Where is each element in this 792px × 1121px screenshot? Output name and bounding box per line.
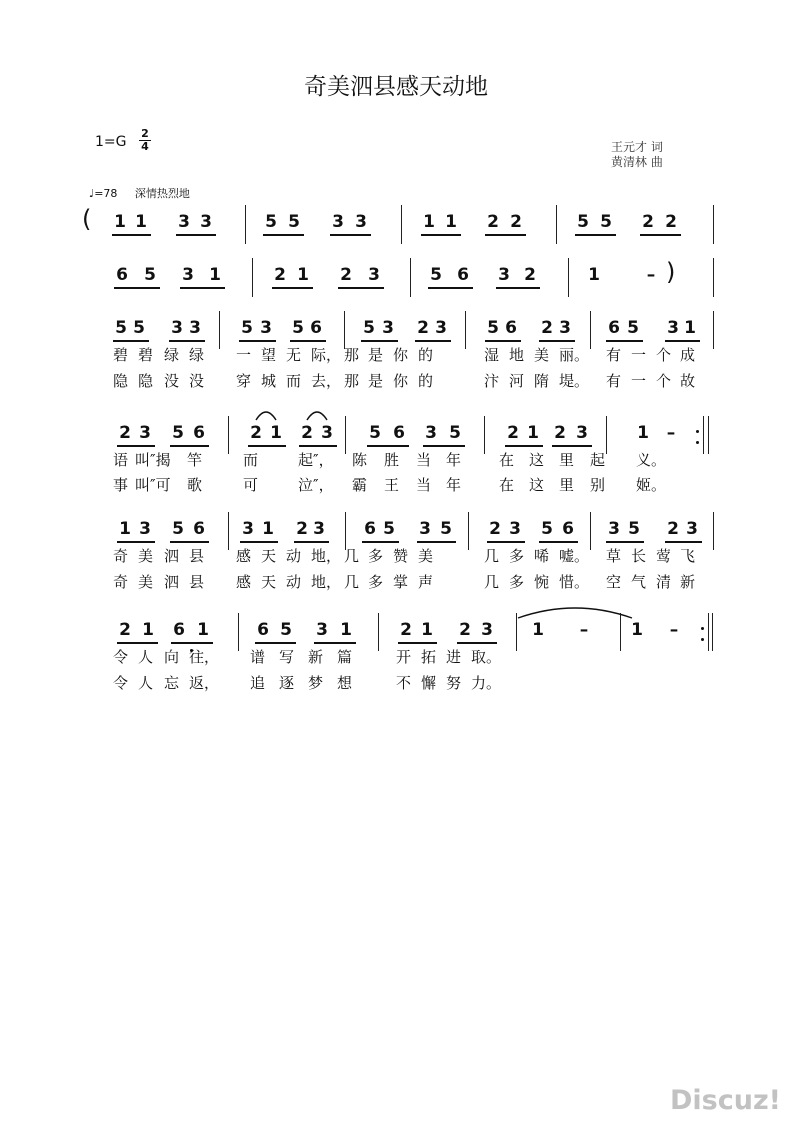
note: 1 — [297, 265, 309, 285]
note: 3 — [316, 620, 328, 640]
note: 2 — [667, 519, 679, 539]
note: 3 — [171, 318, 183, 338]
lyric-verse-1: 向 — [164, 648, 180, 666]
lyric-verse-1: 际， — [311, 346, 342, 364]
note: 1 — [421, 620, 433, 640]
lyric-verse-2: 多 — [509, 573, 525, 591]
note: 5 — [144, 265, 156, 285]
note: 5 — [430, 265, 442, 285]
note: 6 — [173, 620, 185, 640]
lyric-verse-1: 谱 — [250, 648, 266, 666]
lyric-verse-1: 拓 — [421, 648, 437, 666]
slur-mark — [307, 412, 327, 420]
lyric-verse-2: 隋 — [534, 372, 550, 390]
note: 5 — [628, 519, 640, 539]
lyric-verse-2: 没 — [189, 372, 205, 390]
lyric-verse-2: 天 — [261, 573, 277, 591]
note: 1 — [588, 265, 600, 285]
lyric-verse-1: 当 — [416, 451, 432, 469]
lyric-verse-2: 王 — [384, 476, 400, 494]
lyric-verse-1: 泗 — [164, 547, 180, 565]
lyric-verse-2: 事 — [113, 476, 129, 494]
note: 3 — [559, 318, 571, 338]
lyric-verse-2: 当 — [416, 476, 432, 494]
lyric-verse-1: 往， — [189, 648, 220, 666]
lyric-verse-2: 隐 — [113, 372, 129, 390]
lyric-verse-1: 新 — [308, 648, 324, 666]
note: 5 — [280, 620, 292, 640]
lyric-verse-2: 几 — [484, 573, 500, 591]
note: 1 — [209, 265, 221, 285]
lyric-verse-2: 年 — [446, 476, 462, 494]
lyric-verse-2: 堤。 — [559, 372, 590, 390]
lyric-verse-2: 梦 — [308, 674, 324, 692]
note: 6 — [193, 423, 205, 443]
lyric-verse-2: 努 — [446, 674, 462, 692]
note: 2 — [417, 318, 429, 338]
lyric-verse-1: 感 — [236, 547, 252, 565]
note: 2 — [459, 620, 471, 640]
note: 1 — [532, 620, 544, 640]
lyric-verse-1: 叫″揭 — [135, 451, 171, 469]
lyric-verse-1: 碧 — [113, 346, 129, 364]
note: 3 — [608, 519, 620, 539]
note: 6 — [116, 265, 128, 285]
lyric-verse-1: 起″， — [298, 451, 334, 469]
lyric-verse-1: 里 — [559, 451, 575, 469]
note: 1 — [114, 212, 126, 232]
note: 1 — [445, 212, 457, 232]
note: 2 — [119, 423, 131, 443]
note: 3 — [200, 212, 212, 232]
time-signature-bottom: 4 — [141, 140, 149, 153]
lyric-verse-2: 别 — [590, 476, 606, 494]
lyric-verse-1: 而 — [243, 451, 259, 469]
lyric-verse-1: 草 — [606, 547, 622, 565]
note: 3 — [178, 212, 190, 232]
note: 6 — [193, 519, 205, 539]
lyric-verse-2: 泣″， — [298, 476, 334, 494]
lyric-verse-1: 嘘。 — [559, 547, 590, 565]
lyric-verse-1: 赞 — [393, 547, 409, 565]
lyric-verse-2: 人 — [138, 674, 154, 692]
lyric-verse-2: 泗 — [164, 573, 180, 591]
note: 5 — [241, 318, 253, 338]
lyric-verse-1: 有 — [606, 346, 622, 364]
lyric-verse-2: 想 — [337, 674, 353, 692]
lyric-verse-1: 一 — [631, 346, 647, 364]
lyric-verse-2: 在 — [499, 476, 515, 494]
note: 2 — [400, 620, 412, 640]
lyric-verse-2: 动 — [286, 573, 302, 591]
lyric-verse-2: 霸 — [352, 476, 368, 494]
note: 5 — [265, 212, 277, 232]
note: 5 — [383, 519, 395, 539]
note: 3 — [425, 423, 437, 443]
note: 2 — [489, 519, 501, 539]
lyric-verse-2: 惋 — [534, 573, 550, 591]
note: 3 — [313, 519, 325, 539]
lyric-verse-2: 逐 — [279, 674, 295, 692]
lyric-verse-1: 湿 — [484, 346, 500, 364]
lyric-verse-2: 歌 — [187, 476, 203, 494]
lyric-verse-1: 几 — [344, 547, 360, 565]
note: 3 — [139, 519, 151, 539]
lyric-verse-1: 个 — [656, 346, 672, 364]
lyric-verse-1: 碧 — [138, 346, 154, 364]
note: 3 — [509, 519, 521, 539]
note: 1 — [340, 620, 352, 640]
note: 3 — [332, 212, 344, 232]
close-paren: ) — [666, 258, 676, 286]
note: 2 — [119, 620, 131, 640]
lyric-verse-1: 绿 — [164, 346, 180, 364]
lyric-verse-2: 一 — [631, 372, 647, 390]
time-signature-top: 2 — [139, 128, 151, 141]
note: 2 — [296, 519, 308, 539]
note: 3 — [576, 423, 588, 443]
note: 3 — [382, 318, 394, 338]
note: 3 — [686, 519, 698, 539]
tempo-value: ♩=78 — [89, 187, 118, 200]
lyric-verse-2: 地， — [311, 573, 342, 591]
lyric-verse-1: 人 — [138, 648, 154, 666]
note: 6 — [257, 620, 269, 640]
note: 2 — [524, 265, 536, 285]
lyric-verse-2: 城 — [261, 372, 277, 390]
lyric-verse-1: 进 — [446, 648, 462, 666]
lyric-verse-2: 这 — [529, 476, 545, 494]
lyric-verse-1: 你 — [393, 346, 409, 364]
note: 5 — [172, 519, 184, 539]
lyricist-credit: 王元才 词 — [611, 140, 663, 154]
slur-mark — [256, 412, 276, 420]
lyric-verse-2: 力。 — [471, 674, 502, 692]
lyric-verse-1: 多 — [368, 547, 384, 565]
note: 3 — [498, 265, 510, 285]
lyric-verse-1: 令 — [113, 648, 129, 666]
note: 5 — [440, 519, 452, 539]
lyric-verse-2: 是 — [368, 372, 384, 390]
lyric-verse-2: 返， — [189, 674, 220, 692]
lyric-verse-2: 感 — [236, 573, 252, 591]
note: 5 — [449, 423, 461, 443]
lyric-verse-1: 竿 — [187, 451, 203, 469]
note: 1 — [684, 318, 696, 338]
lyric-verse-1: 篇 — [337, 648, 353, 666]
note: 5 — [487, 318, 499, 338]
note: 5 — [292, 318, 304, 338]
lyric-verse-1: 这 — [529, 451, 545, 469]
note: 3 — [189, 318, 201, 338]
note: – — [669, 620, 679, 640]
note: 6 — [562, 519, 574, 539]
tie-mark — [518, 608, 632, 618]
note: – — [579, 620, 589, 640]
lyric-verse-1: 开 — [396, 648, 412, 666]
lyric-verse-2: 有 — [606, 372, 622, 390]
lyric-verse-1: 动 — [286, 547, 302, 565]
lyric-verse-2: 姬。 — [636, 476, 667, 494]
lyric-verse-2: 清 — [656, 573, 672, 591]
lyric-verse-1: 年 — [446, 451, 462, 469]
note: 1 — [631, 620, 643, 640]
lyric-verse-2: 追 — [250, 674, 266, 692]
lyric-verse-2: 可 — [243, 476, 259, 494]
lyric-verse-1: 那 — [344, 346, 360, 364]
note: 6 — [457, 265, 469, 285]
note: 6 — [393, 423, 405, 443]
lyric-verse-2: 美 — [138, 573, 154, 591]
lyric-verse-1: 唏 — [534, 547, 550, 565]
lyric-verse-2: 奇 — [113, 573, 129, 591]
key-signature: 1=G — [95, 134, 127, 150]
lyric-verse-1: 胜 — [384, 451, 400, 469]
note: 5 — [577, 212, 589, 232]
lyric-verse-1: 语 — [113, 451, 129, 469]
lyric-verse-2: 惜。 — [559, 573, 590, 591]
lyric-verse-1: 义。 — [636, 451, 667, 469]
note: 3 — [419, 519, 431, 539]
lyric-verse-1: 美 — [534, 346, 550, 364]
lyric-verse-2: 气 — [631, 573, 647, 591]
lyric-verse-2: 的 — [418, 372, 434, 390]
lyric-verse-1: 一 — [236, 346, 252, 364]
lyric-verse-1: 奇 — [113, 547, 129, 565]
lyric-verse-2: 而 — [286, 372, 302, 390]
open-paren: ( — [82, 205, 92, 233]
note: 3 — [435, 318, 447, 338]
lyric-verse-1: 丽。 — [559, 346, 590, 364]
note: 3 — [667, 318, 679, 338]
lyric-verse-2: 那 — [344, 372, 360, 390]
lyric-verse-1: 地 — [509, 346, 525, 364]
lyric-verse-1: 美 — [138, 547, 154, 565]
lyric-verse-1: 莺 — [656, 547, 672, 565]
lyric-verse-1: 美 — [418, 547, 434, 565]
note: 5 — [115, 318, 127, 338]
note: 1 — [423, 212, 435, 232]
lyric-verse-2: 几 — [344, 573, 360, 591]
lyric-verse-1: 地， — [311, 547, 342, 565]
note: 2 — [250, 423, 262, 443]
lyric-verse-1: 取。 — [471, 648, 502, 666]
lyric-verse-2: 掌 — [393, 573, 409, 591]
note: 2 — [541, 318, 553, 338]
lyric-verse-2: 新 — [680, 573, 696, 591]
note: 5 — [541, 519, 553, 539]
lyric-verse-2: 里 — [559, 476, 575, 494]
lyric-verse-2: 多 — [368, 573, 384, 591]
note: 1 — [119, 519, 131, 539]
lyric-verse-2: 没 — [164, 372, 180, 390]
note: 2 — [642, 212, 654, 232]
note: 2 — [340, 265, 352, 285]
note: 1 — [262, 519, 274, 539]
lyric-verse-2: 隐 — [138, 372, 154, 390]
note: 6 — [364, 519, 376, 539]
note: 5 — [600, 212, 612, 232]
lyric-verse-2: 不 — [396, 674, 412, 692]
note: 2 — [665, 212, 677, 232]
note: 2 — [554, 423, 566, 443]
lyric-verse-2: 穿 — [236, 372, 252, 390]
note: 5 — [172, 423, 184, 443]
note: 6 — [608, 318, 620, 338]
note: 2 — [487, 212, 499, 232]
note: 1 — [270, 423, 282, 443]
note: 6 — [310, 318, 322, 338]
lyric-verse-1: 几 — [484, 547, 500, 565]
note: 1 — [197, 620, 209, 640]
note: 3 — [355, 212, 367, 232]
lyric-verse-2: 个 — [656, 372, 672, 390]
note: 6 — [505, 318, 517, 338]
lyric-verse-2: 去， — [311, 372, 342, 390]
note: 3 — [242, 519, 254, 539]
lyric-verse-2: 声 — [418, 573, 434, 591]
note: 3 — [321, 423, 333, 443]
lyric-verse-1: 写 — [279, 648, 295, 666]
note: 3 — [368, 265, 380, 285]
lyric-verse-2: 懈 — [421, 674, 437, 692]
lyric-verse-2: 令 — [113, 674, 129, 692]
lyric-verse-2: 空 — [606, 573, 622, 591]
lyric-verse-1: 天 — [261, 547, 277, 565]
lyric-verse-2: 河 — [509, 372, 525, 390]
note: 5 — [363, 318, 375, 338]
note: 2 — [301, 423, 313, 443]
lyric-verse-2: 你 — [393, 372, 409, 390]
lyric-verse-2: 叫″可 — [135, 476, 171, 494]
song-title: 奇美泗县感天动地 — [304, 74, 488, 100]
lyric-verse-1: 多 — [509, 547, 525, 565]
lyric-verse-1: 无 — [286, 346, 302, 364]
lyric-verse-1: 在 — [499, 451, 515, 469]
watermark: Discuz! — [670, 1085, 781, 1116]
lyric-verse-1: 成 — [680, 346, 696, 364]
note: 5 — [133, 318, 145, 338]
lyric-verse-2: 县 — [189, 573, 205, 591]
note: – — [666, 423, 676, 443]
note: 2 — [274, 265, 286, 285]
note: 1 — [637, 423, 649, 443]
expression-marking: 深情热烈地 — [134, 187, 190, 200]
lyric-verse-1: 望 — [261, 346, 277, 364]
note: 5 — [627, 318, 639, 338]
note: 1 — [135, 212, 147, 232]
lyric-verse-1: 县 — [189, 547, 205, 565]
lyric-verse-1: 的 — [418, 346, 434, 364]
note: 2 — [510, 212, 522, 232]
lyric-verse-1: 是 — [368, 346, 384, 364]
note: 3 — [481, 620, 493, 640]
lyric-verse-1: 绿 — [189, 346, 205, 364]
note: 3 — [260, 318, 272, 338]
note: 3 — [182, 265, 194, 285]
note: 2 — [507, 423, 519, 443]
lyric-verse-1: 陈 — [352, 451, 368, 469]
lyric-verse-1: 长 — [631, 547, 647, 565]
note: 5 — [288, 212, 300, 232]
lyric-verse-1: 起 — [590, 451, 606, 469]
lyric-verse-1: 飞 — [680, 547, 696, 565]
lyric-verse-2: 故 — [680, 372, 696, 390]
composer-credit: 黄清林 曲 — [611, 155, 663, 169]
lyric-verse-2: 忘 — [164, 674, 180, 692]
lyric-verse-2: 汴 — [484, 372, 500, 390]
note: – — [646, 265, 656, 285]
note: 5 — [369, 423, 381, 443]
note: 1 — [527, 423, 539, 443]
note: 1 — [142, 620, 154, 640]
note: 3 — [139, 423, 151, 443]
